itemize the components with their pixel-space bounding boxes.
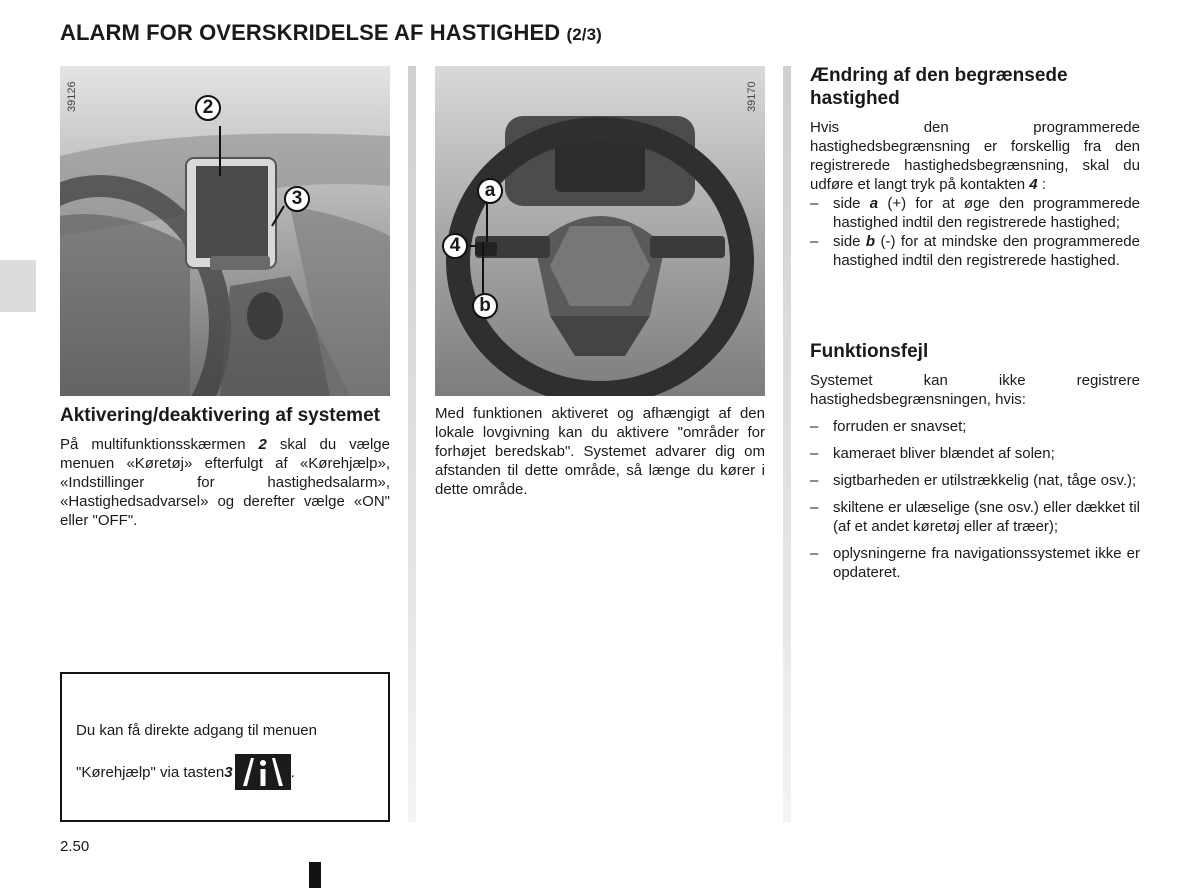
title-text: ALARM FOR OVERSKRIDELSE AF HASTIGHED <box>60 20 561 45</box>
list-item <box>810 232 1140 270</box>
chapter-tab <box>0 260 36 312</box>
activation-heading: Aktivering/deaktivering af systemet <box>60 405 380 426</box>
driving-assist-key-icon <box>235 754 291 790</box>
steering-wheel-photo <box>435 66 765 396</box>
page-title <box>60 20 602 46</box>
list-item: – sigtbarheden er utilstrækkelig (nat, tåge osv.); <box>810 471 1140 490</box>
change-intro-start: Hvis den programmerede hastighedsbegrænsning er forskellig fra den registrerede hastighedsbegrænsning, skal du udføre et langt tryk på kontakten <box>810 119 1140 193</box>
change-intro-ref: 4 <box>1029 176 1038 193</box>
column-divider-left <box>408 66 416 822</box>
change-list <box>810 194 1140 270</box>
page-number: 2.50 <box>60 838 90 855</box>
steering-wheel-illustration <box>435 66 765 396</box>
activation-ref-2: 2 <box>258 436 267 453</box>
change-intro-end: : <box>1037 176 1046 193</box>
fault-intro: Systemet kan ikke registrere hastighedsbegrænsningen, hvis: <box>810 372 1140 408</box>
title-page-fraction: (2/3) <box>566 25 602 44</box>
item-post: (-) for at mindske den programmerede hastighed indtil den registrerede hastighed. <box>833 233 1140 269</box>
item-post: (+) for at øge den programmerede hastighed indtil den registrerede hastighed; <box>833 195 1141 231</box>
item-pre: side <box>833 195 870 212</box>
list-item: – skiltene er ulæselige (sne osv.) eller dækket til (af et andet køretøj eller af træer); <box>810 498 1140 536</box>
note-line-2-text: "Kørehjælp" via tasten <box>76 763 225 781</box>
change-intro <box>810 118 1140 194</box>
change-heading: Ændring af den begrænsede hastighed <box>810 65 1068 109</box>
section-activation <box>60 404 390 530</box>
item-pre: side <box>833 233 866 250</box>
list-item: – kameraet bliver blændet af solen; <box>810 444 1140 463</box>
fault-heading: Funktionsfejl <box>810 341 929 362</box>
item-ref-a: a <box>869 195 879 212</box>
note-box <box>60 672 390 822</box>
activation-body-start: På multifunktionsskærmen <box>60 436 259 453</box>
item-ref-b: b <box>865 233 876 250</box>
callout-4: 4 <box>442 233 468 259</box>
note-line-2-end: . <box>290 763 295 781</box>
column-divider-right <box>783 66 791 822</box>
note-ref-3: 3 <box>224 763 233 781</box>
note-line-2 <box>76 754 295 790</box>
page-edge-marker <box>309 862 321 888</box>
callout-2: 2 <box>195 95 221 121</box>
fault-list <box>810 417 1140 582</box>
activation-body <box>60 435 390 530</box>
figure1-code: 39126 <box>66 81 78 112</box>
dashboard-photo <box>60 66 390 396</box>
section-fault <box>810 340 1140 582</box>
section-change <box>810 64 1140 270</box>
callout-a: a <box>477 178 503 204</box>
callout-b: b <box>472 293 498 319</box>
dashboard-illustration <box>60 66 390 396</box>
list-item: – oplysningerne fra navigationssystemet ikke er opdateret. <box>810 544 1140 582</box>
middle-paragraph: Med funktionen aktiveret og afhængigt af den lokale lovgivning kan du aktivere "områder for forhøjet beredskab". Systemet advarer dig om afstanden til dette område, så længe du kører i dette område. <box>435 405 765 498</box>
activation-body-end: skal du vælge menuen «Køretøj» efterfulgt af «Kørehjælp», «Indstillinger for hastighedsalarm», «Hastighedsadvarsel» og derefter vælge «ON" eller "OFF". <box>60 436 390 529</box>
list-item: – forruden er snavset; <box>810 417 1140 436</box>
callout-3: 3 <box>284 186 310 212</box>
figure2-code: 39170 <box>746 81 758 112</box>
note-line-1: Du kan få direkte adgang til menuen <box>76 722 317 739</box>
list-item <box>810 194 1140 232</box>
